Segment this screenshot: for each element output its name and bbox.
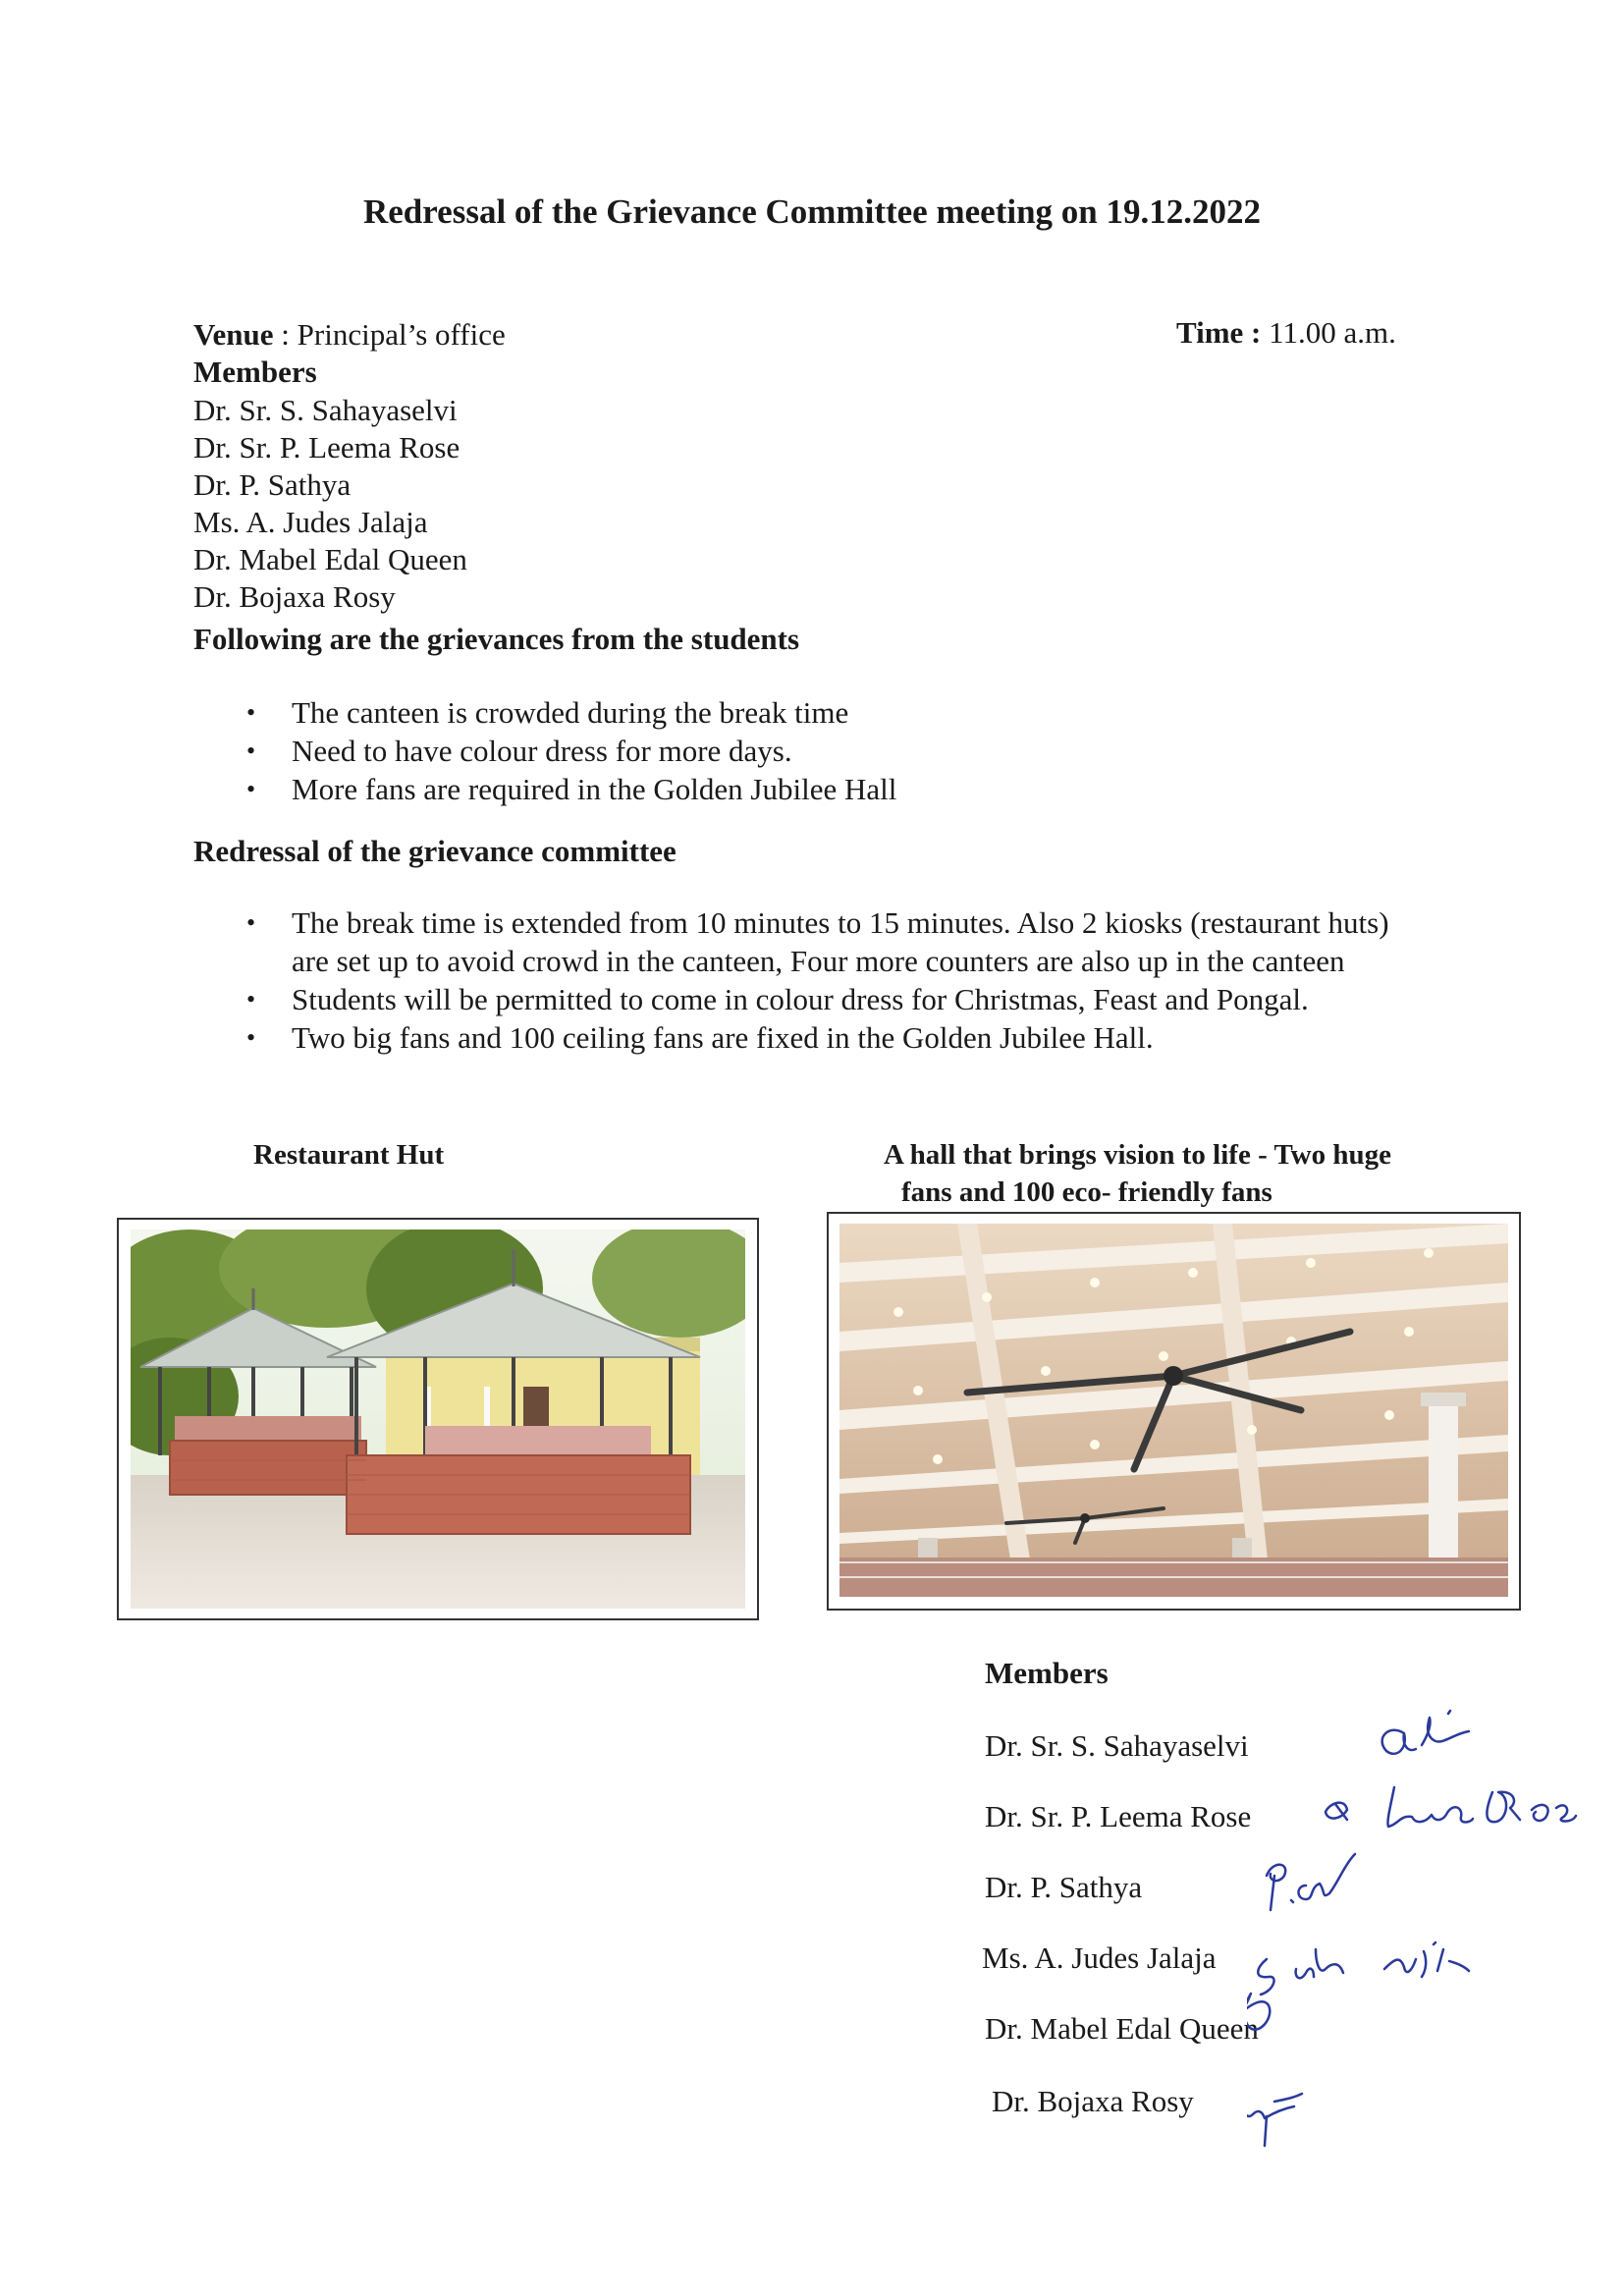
restaurant-hut-photo bbox=[131, 1230, 745, 1609]
signature-sahayaselvi bbox=[1382, 1718, 1469, 1754]
time-line bbox=[1176, 314, 1396, 352]
signatory-name: Dr. Sr. S. Sahayaselvi bbox=[985, 1728, 1249, 1763]
member-name: Dr. Sr. S. Sahayaselvi bbox=[193, 393, 458, 427]
hall-fans-photo-frame bbox=[827, 1212, 1521, 1611]
photo-caption-hall-line2: fans and 100 eco- friendly fans bbox=[901, 1176, 1272, 1208]
photo-caption-restaurant: Restaurant Hut bbox=[253, 1139, 445, 1171]
list-item: • Need to have colour dress for more days. bbox=[193, 732, 1431, 770]
page-title: Redressal of the Grievance Committee meeting on 19.12.2022 bbox=[362, 192, 1262, 231]
venue-label: Venue bbox=[193, 317, 274, 352]
member-name: Dr. Sr. P. Leema Rose bbox=[193, 430, 460, 465]
signatory-name: Dr. Bojaxa Rosy bbox=[992, 2084, 1194, 2118]
signatory-name: Dr. Sr. P. Leema Rose bbox=[985, 1799, 1252, 1833]
member-name: Dr. P. Sathya bbox=[193, 467, 352, 502]
signatory-name: Ms. A. Judes Jalaja bbox=[982, 1941, 1217, 1975]
list-item: • More fans are required in the Golden Jubilee Hall bbox=[193, 770, 1431, 808]
hall-fans-photo bbox=[839, 1224, 1508, 1597]
list-item: • Two big fans and 100 ceiling fans are fixed in the Golden Jubilee Hall. bbox=[193, 1018, 1431, 1057]
grievances-heading: Following are the grievances from the students bbox=[193, 622, 800, 656]
grievances-list bbox=[193, 693, 1431, 808]
signature-sathya bbox=[1267, 1854, 1355, 1910]
signature-mabel bbox=[1247, 1994, 1270, 2043]
members-heading: Members bbox=[193, 355, 317, 389]
signatory-name: Dr. P. Sathya bbox=[985, 1870, 1143, 1904]
signature-leema-rose bbox=[1326, 1787, 1576, 1827]
signatory-name: Dr. Mabel Edal Queen bbox=[985, 2011, 1259, 2046]
members-list bbox=[193, 392, 467, 616]
venue-value: : Principal’s office bbox=[273, 317, 506, 352]
handwritten-signatures bbox=[1247, 1694, 1620, 2165]
photo-caption-hall-line1: A hall that brings vision to life - Two huge bbox=[884, 1139, 1391, 1171]
list-item: • The canteen is crowded during the break time bbox=[193, 693, 1431, 732]
signatures-heading: Members bbox=[985, 1656, 1109, 1690]
signature-sahayaselvi-dot bbox=[1448, 1711, 1450, 1714]
redressal-list bbox=[193, 903, 1431, 1057]
member-name: Ms. A. Judes Jalaja bbox=[193, 505, 428, 539]
time-value: 11.00 a.m. bbox=[1261, 315, 1396, 350]
member-name: Dr. Mabel Edal Queen bbox=[193, 542, 467, 576]
member-name: Dr. Bojaxa Rosy bbox=[193, 579, 396, 614]
list-item: • The break time is extended from 10 minutes to 15 minutes. Also 2 kiosks (restaurant huts) are set up to avoid crowd in the canteen, Four more counters are also up in the canteen bbox=[193, 903, 1431, 980]
signature-bojaxa bbox=[1247, 2094, 1302, 2146]
list-item: • Students will be permitted to come in colour dress for Christmas, Feast and Pongal. bbox=[193, 980, 1431, 1018]
redressal-heading: Redressal of the grievance committee bbox=[193, 834, 677, 868]
venue-line bbox=[193, 316, 506, 354]
signature-judes-jalaja bbox=[1258, 1942, 1469, 1995]
restaurant-hut-photo-frame bbox=[117, 1218, 759, 1620]
time-label: Time : bbox=[1176, 315, 1262, 350]
